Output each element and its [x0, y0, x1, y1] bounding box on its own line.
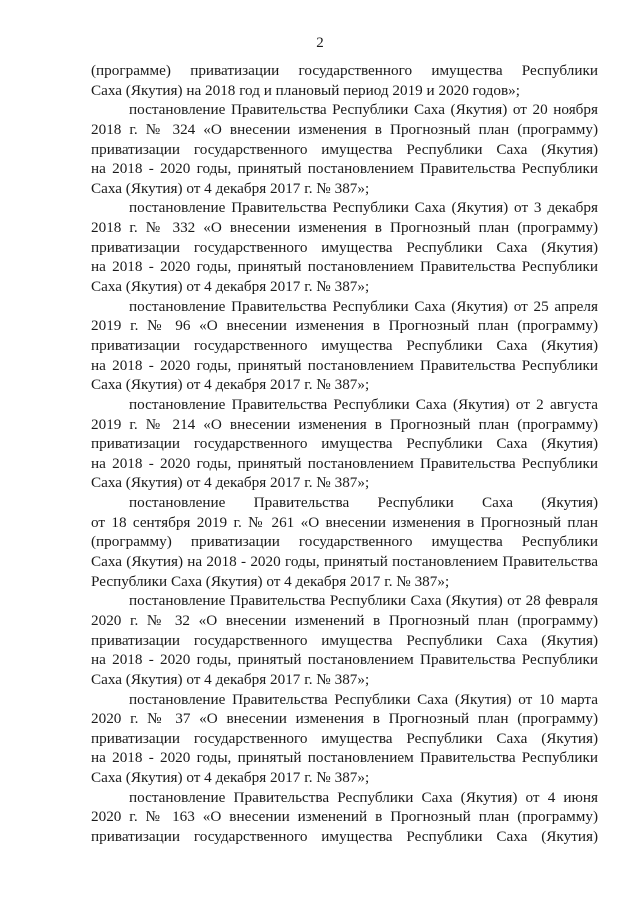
text-line: на 2018 - 2020 годы, принятый постановлением Правительства Республики	[91, 651, 598, 669]
text-line: Саха (Якутия) от 4 декабря 2017 г. № 387»;	[91, 769, 370, 787]
text-line: постановление Правительства Республики Саха (Якутия) от 10 марта	[129, 690, 598, 708]
text-line: Саха (Якутия) от 4 декабря 2017 г. № 387»;	[91, 278, 370, 296]
text-line: постановление Правительства Республики Саха (Якутия) от 3 декабря	[129, 199, 598, 217]
text-line: от 18 сентября 2019 г. № 261 «О внесении изменения в Прогнозный план	[91, 513, 598, 531]
text-line: приватизации государственного имущества Республики Саха (Якутия)	[91, 435, 598, 453]
text-line: Республики Саха (Якутия) от 4 декабря 2017 г. № 387»;	[91, 572, 450, 590]
text-line: постановление Правительства Республики Саха (Якутия) от 28 февраля	[129, 592, 598, 610]
text-line: 2019 г. № 214 «О внесении изменения в Прогнозный план (программу)	[91, 415, 598, 433]
text-line: Саха (Якутия) от 4 декабря 2017 г. № 387»;	[91, 670, 370, 688]
text-line: постановление Правительства Республики Саха (Якутия) от 25 апреля	[129, 297, 598, 315]
text-line: 2020 г. № 37 «О внесении изменения в Прогнозный план (программу)	[91, 710, 598, 728]
text-line: 2019 г. № 96 «О внесении изменения в Прогнозный план (программу)	[91, 317, 598, 335]
text-line: постановление Правительства Республики Саха (Якутия) от 20 ноября	[129, 101, 598, 119]
text-line: приватизации государственного имущества Республики Саха (Якутия)	[91, 140, 598, 158]
text-line: Саха (Якутия) на 2018 год и плановый период 2019 и 2020 годов»;	[91, 81, 520, 99]
text-line: на 2018 - 2020 годы, принятый постановлением Правительства Республики	[91, 749, 598, 767]
text-line: 2020 г. № 32 «О внесении изменений в Прогнозный план (программу)	[91, 611, 598, 629]
text-line: на 2018 - 2020 годы, принятый постановлением Правительства Республики	[91, 356, 598, 374]
document-body	[91, 61, 598, 847]
text-line: приватизации государственного имущества Республики Саха (Якутия)	[91, 729, 598, 747]
text-line: (программе) приватизации государственного имущества Республики	[91, 62, 598, 79]
text-line: приватизации государственного имущества Республики Саха (Якутия)	[91, 631, 598, 649]
text-line: Саха (Якутия) от 4 декабря 2017 г. № 387»;	[91, 179, 370, 197]
text-line: 2020 г. № 163 «О внесении изменений в Прогнозный план (программу)	[91, 808, 598, 826]
text-line: на 2018 - 2020 годы, принятый постановлением Правительства Республики	[91, 258, 598, 276]
text-line: на 2018 - 2020 годы, принятый постановлением Правительства Республики	[91, 454, 598, 472]
text-line: приватизации государственного имущества Республики Саха (Якутия)	[91, 827, 598, 845]
text-line: Саха (Якутия) от 4 декабря 2017 г. № 387»;	[91, 376, 370, 394]
text-line: приватизации государственного имущества Республики Саха (Якутия)	[91, 336, 598, 354]
page-number: 2	[316, 35, 324, 51]
text-line: Саха (Якутия) на 2018 - 2020 годы, принятый постановлением Правительства	[91, 553, 598, 571]
text-line: 2018 г. № 324 «О внесении изменения в Прогнозный план (программу)	[91, 120, 598, 138]
text-line: на 2018 - 2020 годы, принятый постановлением Правительства Республики	[91, 160, 598, 178]
text-line: (программу) приватизации государственного имущества Республики	[91, 533, 598, 551]
text-line: постановление Правительства Республики Саха (Якутия)	[129, 494, 598, 512]
text-line: 2018 г. № 332 «О внесении изменения в Прогнозный план (программу)	[91, 219, 598, 237]
text-line: приватизации государственного имущества Республики Саха (Якутия)	[91, 238, 598, 256]
text-line: постановление Правительства Республики Саха (Якутия) от 4 июня	[129, 788, 598, 806]
text-line: постановление Правительства Республики Саха (Якутия) от 2 августа	[129, 395, 598, 413]
text-line: Саха (Якутия) от 4 декабря 2017 г. № 387»;	[91, 474, 370, 492]
